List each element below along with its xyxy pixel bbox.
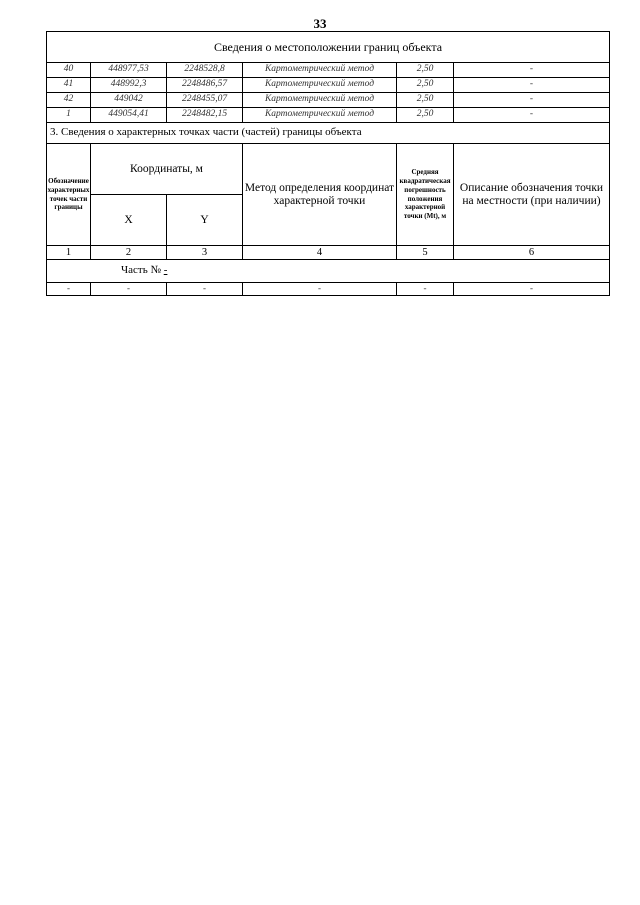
empty-cell: - bbox=[397, 283, 454, 296]
header-x: X bbox=[91, 195, 167, 246]
y-cell: 2248486,57 bbox=[167, 78, 243, 93]
method-cell: Картометрический метод bbox=[243, 78, 397, 93]
column-number: 4 bbox=[243, 246, 397, 260]
header-description: Описание обозначения точки на местности (при наличии) bbox=[454, 144, 610, 246]
column-number: 2 bbox=[91, 246, 167, 260]
column-number: 3 bbox=[167, 246, 243, 260]
column-number: 5 bbox=[397, 246, 454, 260]
description-cell: - bbox=[454, 78, 610, 93]
table-row bbox=[47, 108, 610, 123]
empty-cell: - bbox=[47, 283, 91, 296]
accuracy-cell: 2,50 bbox=[397, 78, 454, 93]
header-y: Y bbox=[167, 195, 243, 246]
part-label: Часть № bbox=[121, 264, 161, 277]
x-cell: 448977,53 bbox=[91, 63, 167, 78]
accuracy-cell: 2,50 bbox=[397, 108, 454, 123]
table-row bbox=[47, 78, 610, 93]
header-point-designation: Обозначение характерных точек части границы bbox=[47, 144, 91, 246]
column-number: 6 bbox=[454, 246, 610, 260]
part-row bbox=[47, 260, 610, 283]
page-number: 33 bbox=[313, 16, 327, 31]
x-cell: 448992,3 bbox=[91, 78, 167, 93]
empty-cell: - bbox=[167, 283, 243, 296]
point-cell: 1 bbox=[47, 108, 91, 123]
point-cell: 41 bbox=[47, 78, 91, 93]
y-cell: 2248455,07 bbox=[167, 93, 243, 108]
header-accuracy: Средняя квадратическая погрешность положения характерной точки (Mt), м bbox=[397, 144, 454, 246]
description-cell: - bbox=[454, 108, 610, 123]
description-cell: - bbox=[454, 63, 610, 78]
table-row bbox=[47, 63, 610, 78]
empty-cell: - bbox=[243, 283, 397, 296]
x-cell: 449054,41 bbox=[91, 108, 167, 123]
table-row bbox=[47, 283, 610, 296]
part-value: - bbox=[163, 264, 168, 277]
column-numbers-row bbox=[47, 246, 610, 260]
header-coordinates: Координаты, м bbox=[91, 144, 243, 195]
boundary-table bbox=[46, 31, 610, 296]
accuracy-cell: 2,50 bbox=[397, 93, 454, 108]
header-method: Метод определения координат характерной точки bbox=[243, 144, 397, 246]
x-cell: 449042 bbox=[91, 93, 167, 108]
section-heading: 3. Сведения о характерных точках части (частей) границы объекта bbox=[47, 123, 610, 144]
accuracy-cell: 2,50 bbox=[397, 63, 454, 78]
point-cell: 40 bbox=[47, 63, 91, 78]
empty-cell: - bbox=[454, 283, 610, 296]
table-title: Сведения о местоположении границ объекта bbox=[47, 32, 610, 63]
point-cell: 42 bbox=[47, 93, 91, 108]
y-cell: 2248528,8 bbox=[167, 63, 243, 78]
empty-cell: - bbox=[91, 283, 167, 296]
method-cell: Картометрический метод bbox=[243, 93, 397, 108]
y-cell: 2248482,15 bbox=[167, 108, 243, 123]
method-cell: Картометрический метод bbox=[243, 108, 397, 123]
description-cell: - bbox=[454, 93, 610, 108]
column-number: 1 bbox=[47, 246, 91, 260]
method-cell: Картометрический метод bbox=[243, 63, 397, 78]
table-row bbox=[47, 93, 610, 108]
